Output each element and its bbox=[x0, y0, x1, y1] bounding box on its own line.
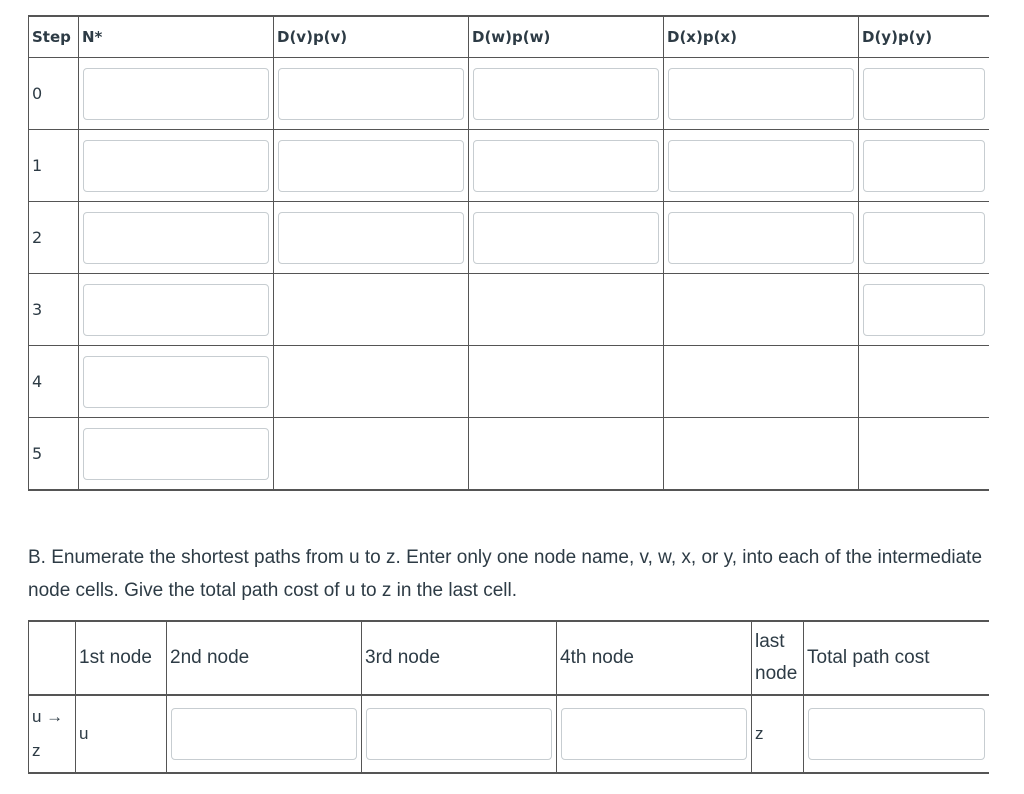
table-row bbox=[29, 58, 989, 130]
dv-pv-input-step-2[interactable] bbox=[278, 212, 464, 264]
header-4th-node: 4th node bbox=[557, 621, 752, 695]
dx-px-input-step-0[interactable] bbox=[668, 68, 854, 120]
dv-pv-input-step-0[interactable] bbox=[278, 68, 464, 120]
n-star-input-step-1[interactable] bbox=[83, 140, 269, 192]
dw-pw-input-step-1[interactable] bbox=[473, 140, 659, 192]
header-dy-py: D(y)p(y) bbox=[859, 16, 989, 58]
header-dw-pw: D(w)p(w) bbox=[469, 16, 664, 58]
header-total-path-cost: Total path cost bbox=[804, 621, 989, 695]
step-label: 5 bbox=[29, 418, 79, 491]
header-dx-px: D(x)p(x) bbox=[664, 16, 859, 58]
header-3rd-node: 3rd node bbox=[362, 621, 557, 695]
path-label-line1: u → bbox=[32, 707, 64, 726]
table-row bbox=[29, 202, 989, 274]
table-row bbox=[29, 418, 989, 491]
total-path-cost-input[interactable] bbox=[808, 708, 985, 760]
empty-cell bbox=[859, 418, 989, 491]
shortest-path-table bbox=[28, 620, 989, 774]
dy-py-input-step-0[interactable] bbox=[863, 68, 985, 120]
n-star-input-step-4[interactable] bbox=[83, 356, 269, 408]
table-row bbox=[29, 274, 989, 346]
step-label: 0 bbox=[29, 58, 79, 130]
empty-cell bbox=[274, 418, 469, 491]
header-2nd-node: 2nd node bbox=[167, 621, 362, 695]
n-star-input-step-0[interactable] bbox=[83, 68, 269, 120]
n-star-input-step-3[interactable] bbox=[83, 284, 269, 336]
path-header-row bbox=[29, 621, 989, 695]
dy-py-input-step-3[interactable] bbox=[863, 284, 985, 336]
step-label: 1 bbox=[29, 130, 79, 202]
header-n-star: N* bbox=[79, 16, 274, 58]
header-last-node-line2: node bbox=[755, 663, 798, 684]
header-last-node-line1: last bbox=[755, 631, 785, 652]
path-label bbox=[29, 695, 76, 773]
empty-cell bbox=[469, 418, 664, 491]
empty-cell bbox=[664, 418, 859, 491]
dijkstra-header-row bbox=[29, 16, 989, 58]
n-star-input-step-2[interactable] bbox=[83, 212, 269, 264]
step-label: 2 bbox=[29, 202, 79, 274]
empty-cell bbox=[274, 274, 469, 346]
first-node-value: u bbox=[76, 695, 167, 773]
table-row bbox=[29, 130, 989, 202]
dy-py-input-step-2[interactable] bbox=[863, 212, 985, 264]
third-node-input[interactable] bbox=[366, 708, 552, 760]
empty-cell bbox=[664, 346, 859, 418]
table-row bbox=[29, 695, 989, 773]
table-row bbox=[29, 346, 989, 418]
dx-px-input-step-2[interactable] bbox=[668, 212, 854, 264]
dw-pw-input-step-0[interactable] bbox=[473, 68, 659, 120]
dx-px-input-step-1[interactable] bbox=[668, 140, 854, 192]
path-label-line2: z bbox=[32, 741, 41, 760]
header-dv-pv: D(v)p(v) bbox=[274, 16, 469, 58]
empty-cell bbox=[859, 346, 989, 418]
header-last-node bbox=[752, 621, 804, 695]
step-label: 3 bbox=[29, 274, 79, 346]
question-b-instructions: B. Enumerate the shortest paths from u to z. Enter only one node name, v, w, x, or y, into each of the intermediate node cells. Give the total path cost of u to z in the last cell. bbox=[28, 547, 983, 601]
last-node-value: z bbox=[752, 695, 804, 773]
empty-cell bbox=[664, 274, 859, 346]
empty-cell bbox=[274, 346, 469, 418]
empty-cell bbox=[469, 346, 664, 418]
header-blank bbox=[29, 621, 76, 695]
fourth-node-input[interactable] bbox=[561, 708, 747, 760]
dv-pv-input-step-1[interactable] bbox=[278, 140, 464, 192]
header-1st-node: 1st node bbox=[76, 621, 167, 695]
empty-cell bbox=[469, 274, 664, 346]
dw-pw-input-step-2[interactable] bbox=[473, 212, 659, 264]
dijkstra-table bbox=[28, 15, 989, 491]
second-node-input[interactable] bbox=[171, 708, 357, 760]
header-step: Step bbox=[29, 16, 79, 58]
step-label: 4 bbox=[29, 346, 79, 418]
n-star-input-step-5[interactable] bbox=[83, 428, 269, 480]
dy-py-input-step-1[interactable] bbox=[863, 140, 985, 192]
